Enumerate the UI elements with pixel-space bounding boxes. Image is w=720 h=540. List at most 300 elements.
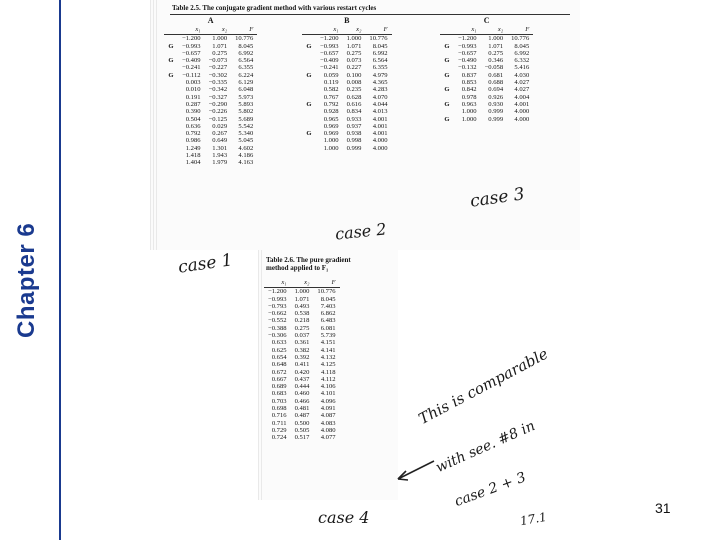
- table-row: [164, 123, 257, 130]
- table-row: [302, 137, 392, 144]
- table-cell: −0.058: [484, 64, 504, 72]
- table-cell: 0.767: [323, 93, 339, 101]
- table-cell: 1.404: [185, 159, 201, 167]
- table-cell: 0.191: [185, 93, 201, 101]
- table-cell: 0.481: [294, 405, 310, 413]
- table-cell: 1.071: [294, 295, 310, 303]
- table-cell: −0.290: [208, 100, 228, 108]
- table-cell: 6.081: [320, 324, 336, 332]
- table-cell: 0.538: [294, 310, 310, 318]
- table-cell: [302, 108, 316, 115]
- table-cell: G: [306, 100, 312, 108]
- table-cell: 5.739: [320, 332, 336, 340]
- table-cell: −0.662: [268, 310, 287, 318]
- table-cell: 1.071: [212, 42, 228, 50]
- table-cell: 0.672: [271, 368, 287, 376]
- table-cell: [164, 79, 178, 86]
- table-cell: [302, 57, 316, 64]
- table-row: [440, 94, 533, 101]
- table-row: [440, 72, 533, 79]
- table-cell: G: [306, 71, 312, 79]
- table-row: [264, 390, 340, 397]
- table-row: [264, 369, 340, 376]
- table-cell: −0.657: [320, 49, 339, 57]
- table-cell: 7.403: [320, 302, 336, 310]
- table-cell: [164, 86, 178, 93]
- table-cell: −0.552: [268, 317, 287, 325]
- table-cell: 1.000: [212, 35, 228, 43]
- table-row: [264, 383, 340, 390]
- table-cell: G: [444, 42, 450, 50]
- handwritten-note-line3: case 2 + 3: [452, 469, 529, 510]
- table-cell: 0.999: [488, 108, 504, 116]
- table-row: [164, 152, 257, 159]
- table-row: [302, 108, 392, 115]
- table-cell: 6.483: [320, 317, 336, 325]
- table-cell: 4.106: [320, 383, 336, 391]
- table-cell: −0.335: [208, 79, 228, 87]
- page-number: 31: [655, 500, 671, 516]
- table-cell: [302, 79, 316, 86]
- table-cell: 4.080: [320, 426, 336, 434]
- table-row: [264, 376, 340, 383]
- table-cell: 4.112: [320, 375, 336, 383]
- table-cell: −0.226: [208, 108, 228, 116]
- handwritten-note-line1: This is comparable: [415, 344, 551, 428]
- table-row: [264, 296, 340, 303]
- table-cell: −0.993: [182, 42, 201, 50]
- column-header: [302, 25, 316, 35]
- data-table: [440, 25, 533, 123]
- table-cell: 0.698: [271, 405, 287, 413]
- table-row: [264, 405, 340, 412]
- table-cell: 4.096: [320, 397, 336, 405]
- table-cell: [164, 130, 178, 137]
- table-cell: G: [444, 115, 450, 123]
- table-cell: 8.045: [372, 42, 388, 50]
- table-row: [302, 94, 392, 101]
- case-label: C: [483, 16, 490, 25]
- table-cell: −0.993: [458, 42, 477, 50]
- table-cell: 4.044: [372, 100, 388, 108]
- table-2-5-rule: [170, 14, 570, 15]
- table-row: [264, 398, 340, 405]
- table-cell: [164, 94, 178, 101]
- table-row: [164, 57, 257, 64]
- table-row: [164, 64, 257, 71]
- table-cell: G: [444, 86, 450, 94]
- table-cell: 0.073: [346, 57, 362, 65]
- table-cell: 0.275: [488, 49, 504, 57]
- handwritten-case-3: case 3: [468, 184, 526, 212]
- table-row: [440, 108, 533, 115]
- table-cell: 1.000: [461, 108, 477, 116]
- table-cell: 0.029: [212, 122, 228, 130]
- table-cell: 0.493: [294, 302, 310, 310]
- table-row: [440, 35, 533, 43]
- table-cell: [302, 123, 316, 130]
- table-cell: 0.694: [488, 86, 504, 94]
- table-row: [302, 79, 392, 86]
- table-cell: 4.151: [320, 339, 336, 347]
- table-cell: 0.724: [271, 434, 287, 442]
- table-cell: 0.683: [271, 390, 287, 398]
- data-table: [264, 278, 340, 442]
- table-cell: 0.616: [346, 100, 362, 108]
- table-cell: 0.500: [294, 419, 310, 427]
- table-cell: −0.112: [182, 71, 201, 79]
- table-cell: 4.001: [372, 130, 388, 138]
- case-c-group: [440, 16, 533, 123]
- table-cell: G: [306, 42, 312, 50]
- case-b-group: [302, 16, 392, 152]
- table-cell: 0.582: [323, 86, 339, 94]
- table-cell: 1.000: [346, 35, 362, 43]
- table-cell: [302, 35, 316, 43]
- table-row: [302, 35, 392, 43]
- table-cell: 1.000: [323, 137, 339, 145]
- table-cell: 0.361: [294, 339, 310, 347]
- table-cell: 10.776: [511, 35, 530, 43]
- table-row: [164, 145, 257, 152]
- table-cell: [440, 79, 454, 86]
- table-cell: 5.802: [238, 108, 254, 116]
- column-header: [440, 25, 454, 35]
- table-cell: 4.027: [514, 86, 530, 94]
- handwritten-case-4: case 4: [318, 508, 370, 527]
- table-cell: 0.648: [271, 361, 287, 369]
- table-row: [164, 101, 257, 108]
- table-row: [164, 50, 257, 57]
- table-row: [302, 145, 392, 152]
- table-cell: 0.711: [271, 419, 287, 427]
- table-cell: G: [168, 57, 174, 65]
- table-row: [264, 339, 340, 346]
- table-cell: −0.073: [208, 57, 228, 65]
- table-cell: G: [444, 57, 450, 65]
- table-cell: 8.045: [320, 295, 336, 303]
- table-cell: −0.302: [208, 71, 228, 79]
- arrow-icon: [392, 455, 438, 485]
- table-cell: −0.342: [208, 86, 228, 94]
- table-cell: 1.071: [346, 42, 362, 50]
- column-header: [164, 25, 178, 35]
- table-header-row: [302, 25, 392, 35]
- table-row: [264, 420, 340, 427]
- table-cell: 0.008: [346, 79, 362, 87]
- table-cell: 6.992: [372, 49, 388, 57]
- table-cell: [440, 64, 454, 71]
- table-cell: 0.667: [271, 375, 287, 383]
- table-cell: [302, 137, 316, 144]
- table-row: [164, 86, 257, 93]
- table-cell: [164, 35, 178, 43]
- table-cell: 0.792: [323, 100, 339, 108]
- table-cell: 0.978: [461, 93, 477, 101]
- table-cell: 0.411: [294, 361, 310, 369]
- table-cell: 0.505: [294, 426, 310, 434]
- handwritten-note-line2: with see. #8 in: [433, 417, 538, 476]
- data-table: [164, 25, 257, 167]
- table-cell: 10.776: [317, 288, 336, 296]
- table-cell: 0.346: [488, 57, 504, 65]
- column-header: F: [507, 25, 533, 35]
- table-cell: 1.071: [488, 42, 504, 50]
- table-cell: 1.000: [294, 288, 310, 296]
- table-row: [164, 35, 257, 43]
- case-label: B: [344, 16, 350, 25]
- table-cell: 4.141: [320, 346, 336, 354]
- table-row: [264, 310, 340, 317]
- table-cell: 4.083: [320, 419, 336, 427]
- table-cell: 6.048: [238, 86, 254, 94]
- table-cell: −0.388: [268, 324, 287, 332]
- table-row: [264, 317, 340, 324]
- table-cell: [164, 137, 178, 144]
- table-row: [164, 108, 257, 115]
- column-header: F: [231, 25, 257, 35]
- table-row: [302, 130, 392, 137]
- table-cell: 1.943: [212, 152, 228, 160]
- table-cell: 10.776: [369, 35, 388, 43]
- table-cell: 0.998: [346, 137, 362, 145]
- table-row: [302, 64, 392, 71]
- column-header: x₁: [454, 25, 481, 35]
- table-cell: 0.703: [271, 397, 287, 405]
- table-cell: 8.045: [514, 42, 530, 50]
- table-cell: [302, 86, 316, 93]
- table-cell: 4.091: [320, 405, 336, 413]
- table-cell: 0.792: [185, 130, 201, 138]
- table-cell: [164, 152, 178, 159]
- table-cell: −1.200: [458, 35, 477, 43]
- table-cell: [164, 108, 178, 115]
- table-row: [302, 123, 392, 130]
- table-cell: 4.001: [514, 100, 530, 108]
- table-cell: [440, 94, 454, 101]
- table-cell: 1.301: [212, 144, 228, 152]
- table-row: [440, 86, 533, 93]
- table-cell: [164, 101, 178, 108]
- table-cell: 1.000: [323, 144, 339, 152]
- table-cell: −0.657: [458, 49, 477, 57]
- table-cell: 6.992: [238, 49, 254, 57]
- table-header-row: [440, 25, 533, 35]
- handwritten-corner-mark: 17.1: [518, 509, 548, 529]
- table-cell: −1.200: [320, 35, 339, 43]
- table-2-6-title-line1: Table 2.6. The pure gradient: [266, 256, 351, 264]
- table-cell: 4.283: [372, 86, 388, 94]
- table-cell: 6.862: [320, 310, 336, 318]
- table-cell: 4.000: [514, 115, 530, 123]
- data-table: [302, 25, 392, 152]
- table-cell: [164, 159, 178, 166]
- table-cell: 0.037: [294, 332, 310, 340]
- table-row: [440, 116, 533, 123]
- chapter-sidebar: [0, 0, 61, 540]
- table-row: [264, 303, 340, 310]
- table-cell: 4.087: [320, 412, 336, 420]
- column-header: x₂: [205, 25, 232, 35]
- table-cell: 0.928: [323, 108, 339, 116]
- table-row: [164, 79, 257, 86]
- table-cell: 0.437: [294, 375, 310, 383]
- table-row: [440, 50, 533, 57]
- column-header: x₂: [481, 25, 508, 35]
- table-cell: −0.125: [208, 115, 228, 123]
- table-cell: 4.030: [514, 71, 530, 79]
- column-header: F: [313, 278, 339, 288]
- table-cell: 0.100: [346, 71, 362, 79]
- table-cell: −0.409: [320, 57, 339, 65]
- table-cell: 4.000: [372, 144, 388, 152]
- table-cell: 0.287: [185, 100, 201, 108]
- table-cell: 4.979: [372, 71, 388, 79]
- table-cell: −0.241: [182, 64, 201, 72]
- table-cell: 0.119: [323, 79, 339, 87]
- table-cell: 0.969: [323, 122, 339, 130]
- table-cell: 0.963: [461, 100, 477, 108]
- table-cell: 5.973: [238, 93, 254, 101]
- table-row: [164, 159, 257, 166]
- table-cell: −0.132: [458, 64, 477, 72]
- table-cell: [440, 35, 454, 43]
- table-cell: 0.218: [294, 317, 310, 325]
- table-cell: 0.636: [185, 122, 201, 130]
- table-cell: 4.004: [514, 93, 530, 101]
- table-cell: 5.542: [238, 122, 254, 130]
- table-cell: 0.275: [294, 324, 310, 332]
- table-cell: G: [168, 71, 174, 79]
- table-row: [440, 64, 533, 71]
- table-cell: 0.227: [346, 64, 362, 72]
- table-cell: G: [444, 71, 450, 79]
- table-cell: −0.241: [320, 64, 339, 72]
- table-cell: G: [444, 100, 450, 108]
- table-row: [302, 116, 392, 123]
- column-header: x₂: [291, 278, 314, 288]
- table-row: [164, 72, 257, 79]
- table-row: [302, 50, 392, 57]
- table-cell: −0.306: [268, 332, 287, 340]
- table-cell: 5.340: [238, 130, 254, 138]
- table-cell: 0.930: [488, 100, 504, 108]
- table-cell: 0.420: [294, 368, 310, 376]
- table-cell: 0.010: [185, 86, 201, 94]
- table-cell: 0.965: [323, 115, 339, 123]
- table-cell: 1.000: [461, 115, 477, 123]
- table-cell: −0.409: [182, 57, 201, 65]
- table-cell: −1.200: [182, 35, 201, 43]
- table-cell: 0.938: [346, 130, 362, 138]
- table-cell: 0.969: [323, 130, 339, 138]
- table-cell: 0.834: [346, 108, 362, 116]
- table-row: [264, 325, 340, 332]
- table-cell: 0.999: [346, 144, 362, 152]
- table-cell: 0.729: [271, 426, 287, 434]
- table-cell: 0.681: [488, 71, 504, 79]
- table-row: [164, 94, 257, 101]
- table-cell: 5.689: [238, 115, 254, 123]
- table-cell: 4.365: [372, 79, 388, 87]
- table-cell: 6.564: [372, 57, 388, 65]
- table-cell: 0.003: [185, 79, 201, 87]
- table-cell: 0.059: [323, 71, 339, 79]
- table-cell: 0.842: [461, 86, 477, 94]
- table-row: [264, 412, 340, 419]
- table-cell: [302, 145, 316, 152]
- table-row: [164, 116, 257, 123]
- table-cell: [302, 64, 316, 71]
- table-cell: G: [306, 130, 312, 138]
- table-cell: 6.992: [514, 49, 530, 57]
- table-cell: 4.000: [514, 108, 530, 116]
- table-cell: −0.327: [208, 93, 228, 101]
- table-cell: 1.249: [185, 144, 201, 152]
- table-cell: 0.628: [346, 93, 362, 101]
- table-cell: 0.937: [346, 122, 362, 130]
- table-cell: 10.776: [235, 35, 254, 43]
- table-cell: [440, 50, 454, 57]
- table-row: [264, 361, 340, 368]
- table-cell: 4.602: [238, 144, 254, 152]
- table-cell: 6.355: [238, 64, 254, 72]
- table-2-5-scan: [150, 0, 580, 250]
- table-2-5-title: Table 2.5. The conjugate gradient method with various restart cycles: [172, 4, 377, 12]
- table-cell: 6.564: [238, 57, 254, 65]
- table-cell: 0.654: [271, 353, 287, 361]
- table-row: [302, 57, 392, 64]
- table-cell: 0.392: [294, 353, 310, 361]
- table-cell: 0.487: [294, 412, 310, 420]
- table-cell: 4.125: [320, 361, 336, 369]
- case-label: A: [207, 16, 214, 25]
- table-2-6: [264, 278, 340, 442]
- table-cell: 4.077: [320, 434, 336, 442]
- table-cell: −1.200: [268, 288, 287, 296]
- table-row: [440, 79, 533, 86]
- column-header: F: [365, 25, 391, 35]
- table-cell: −0.227: [208, 64, 228, 72]
- table-cell: −0.993: [268, 295, 287, 303]
- table-cell: −0.993: [320, 42, 339, 50]
- table-cell: 0.625: [271, 346, 287, 354]
- column-header: x₁: [316, 25, 343, 35]
- table-cell: 0.716: [271, 412, 287, 420]
- table-cell: 0.853: [461, 79, 477, 87]
- table-row: [264, 288, 340, 296]
- table-cell: 8.045: [238, 42, 254, 50]
- table-cell: 0.444: [294, 383, 310, 391]
- scan-margin-noise: [150, 0, 158, 250]
- table-cell: 0.933: [346, 115, 362, 123]
- table-row: [164, 137, 257, 144]
- table-cell: 0.688: [488, 79, 504, 87]
- table-cell: 6.129: [238, 79, 254, 87]
- table-cell: [164, 50, 178, 57]
- table-cell: 6.224: [238, 71, 254, 79]
- handwritten-case-1: case 1: [176, 250, 234, 278]
- column-header: x₂: [343, 25, 366, 35]
- table-cell: 1.418: [185, 152, 201, 160]
- table-cell: G: [168, 42, 174, 50]
- table-cell: 0.275: [212, 49, 228, 57]
- table-header-row: [264, 278, 340, 288]
- table-cell: 0.986: [185, 137, 201, 145]
- table-cell: 4.001: [372, 115, 388, 123]
- table-row: [302, 43, 392, 50]
- table-cell: 0.275: [346, 49, 362, 57]
